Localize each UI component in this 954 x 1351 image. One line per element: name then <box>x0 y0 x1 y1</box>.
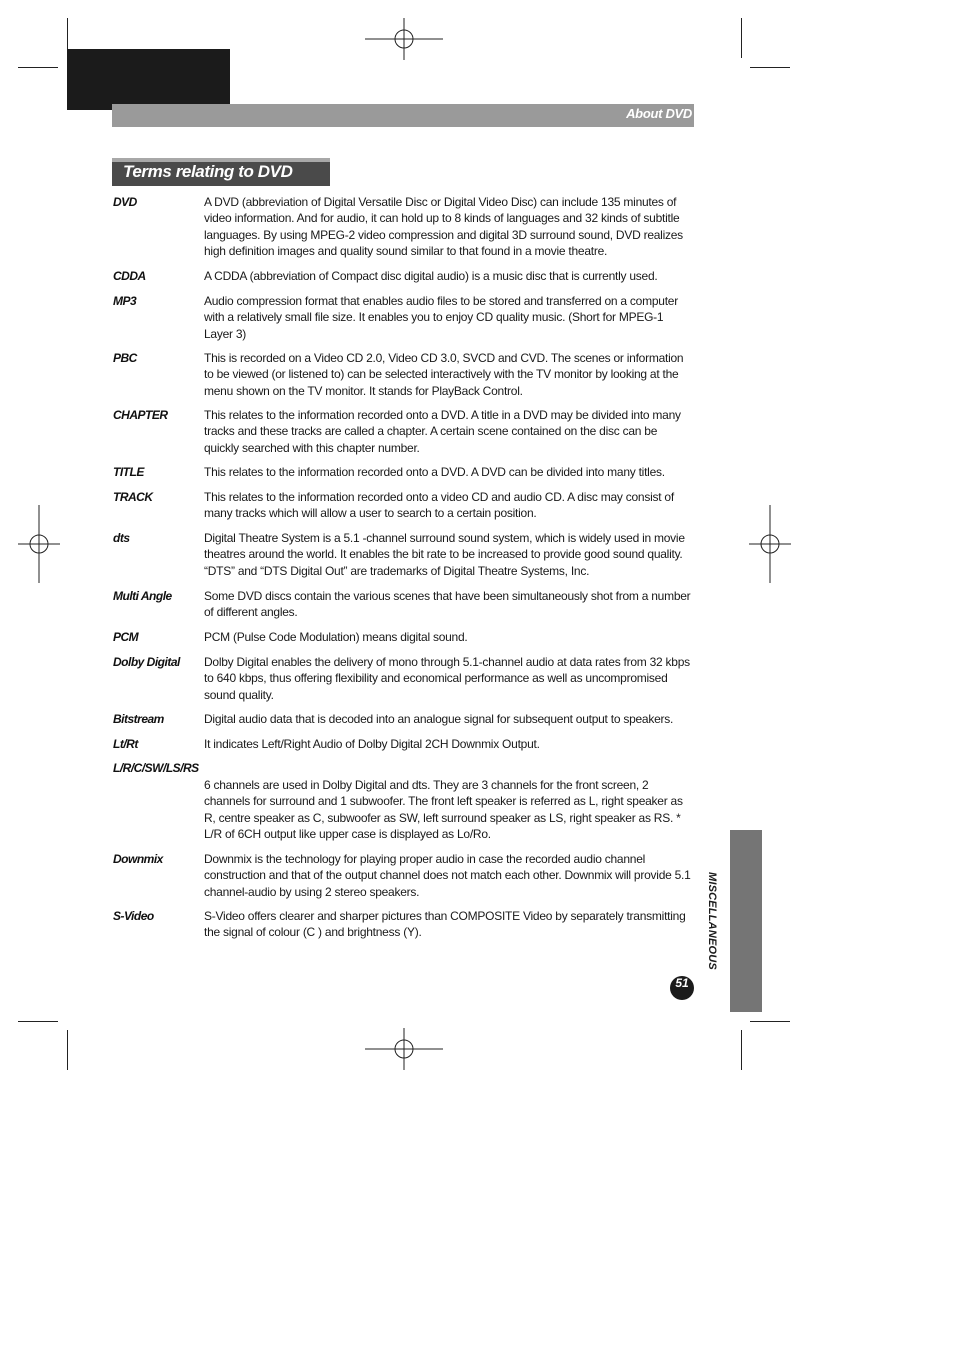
chapter-tab <box>730 830 762 1012</box>
crop-mark <box>18 67 58 68</box>
term-label: MP3 <box>113 294 137 308</box>
term-label: TRACK <box>113 490 153 504</box>
crop-mark <box>67 1030 68 1070</box>
term-definition: This relates to the information recorded onto a DVD. A DVD can be divided into many titles. <box>204 465 665 479</box>
term-definition: This relates to the information recorded onto a DVD. A title in a DVD may be divided into many tracks and these tracks are called a chapter. A certain scene contained on the disc can be quickly searched with this chapter number. <box>204 408 681 455</box>
term-definition: This relates to the information recorded onto a video CD and audio CD. A disc may consist of many tracks which will allow a user to search to a certain position. <box>204 490 674 521</box>
term-definition: Dolby Digital enables the delivery of mono through 5.1-channel audio at data rates from 32 kbps to 640 kbps, thus offering flexibility and economical performance as well as uncompromised sound quality. <box>204 655 690 702</box>
term-label: Multi Angle <box>113 589 172 603</box>
crop-mark <box>750 67 790 68</box>
term-label: DVD <box>113 195 137 209</box>
crop-mark <box>741 18 742 58</box>
crop-mark <box>750 1021 790 1022</box>
term-label: PCM <box>113 630 139 644</box>
term-definition: 6 channels are used in Dolby Digital and dts. They are 3 channels for the front screen, 2 channels for surround and 1 subwoofer. The front left speaker is referred as L, right speaker as R, centre speaker as C, subwoofer as SW, left surround speaker as LS, right speaker as RS. * L/R of 6CH output like upper case is displayed as Lo/Ro. <box>204 778 683 842</box>
section-label: About DVD <box>626 106 692 121</box>
term-label: PBC <box>113 351 137 365</box>
term-label: Bitstream <box>113 712 164 726</box>
term-definition: S-Video offers clearer and sharper pictures than COMPOSITE Video by separately transmitting the signal of colour (C ) and brightness (Y). <box>204 909 686 940</box>
term-definition: Some DVD discs contain the various scenes that have been simultaneously shot from a number of different angles. <box>204 589 691 620</box>
header-bar <box>112 104 694 127</box>
section-title-banner <box>112 158 330 186</box>
registration-mark-icon <box>365 1010 443 1088</box>
term-definition: Audio compression format that enables audio files to be stored and transferred on a computer with a relatively small file size. It enables you to enjoy CD quality music. (Short for MPEG-1 Layer 3) <box>204 294 678 341</box>
corner-block <box>67 49 230 110</box>
term-label: S-Video <box>113 909 154 923</box>
term-label: Lt/Rt <box>113 737 138 751</box>
term-label: Downmix <box>113 852 163 866</box>
term-label: CDDA <box>113 269 146 283</box>
registration-mark-icon <box>731 505 809 583</box>
term-definition: A CDDA (abbreviation of Compact disc digital audio) is a music disc that is currently used. <box>204 269 658 283</box>
term-definition: It indicates Left/Right Audio of Dolby Digital 2CH Downmix Output. <box>204 737 540 751</box>
term-definition: PCM (Pulse Code Modulation) means digital sound. <box>204 630 468 644</box>
registration-mark-icon <box>0 505 78 583</box>
section-title: Terms relating to DVD <box>123 162 293 181</box>
term-label: L/R/C/SW/LS/RS <box>113 761 199 775</box>
term-definition: Digital audio data that is decoded into an analogue signal for subsequent output to speakers. <box>204 712 674 726</box>
page-number: 51 <box>670 976 694 1000</box>
term-label: CHAPTER <box>113 408 168 422</box>
term-label: Dolby Digital <box>113 655 180 669</box>
registration-mark-icon <box>365 0 443 78</box>
term-definition: A DVD (abbreviation of Digital Versatile Disc or Digital Video Disc) can include 135 minutes of video information. And for audio, it can hold up to 8 kinds of languages and 32 kinds of subtitle languages. By using MPEG-2 video compression and digital 3D surround sound, DVD realizes high definition images and quality sound similar to that found in a movie theatre. <box>204 195 683 259</box>
term-definition: This is recorded on a Video CD 2.0, Video CD 3.0, SVCD and CVD. The scenes or information to be viewed (or listened to) can be selected interactively with the TV monitor by looking at the menu shown on the TV monitor. It stands for PlayBack Control. <box>204 351 684 398</box>
crop-mark <box>741 1030 742 1070</box>
term-label: TITLE <box>113 465 144 479</box>
term-definition: Downmix is the technology for playing proper audio in case the recorded audio channel construction and that of the output channel does not match each other. Downmix will provide 5.1 channel-audio by using 2 stereo speakers. <box>204 852 691 899</box>
chapter-tab-label: MISCELLANEOUS <box>706 872 718 970</box>
crop-mark <box>18 1021 58 1022</box>
term-label: dts <box>113 531 130 545</box>
term-definition: Digital Theatre System is a 5.1 -channel surround sound system, which is widely used in movie theatres around the world. It enables the bit rate to be increased to provide good sound quality. “DTS” and “DTS Digital Out” are trademarks of Digital Theatre Systems, Inc. <box>204 531 685 578</box>
